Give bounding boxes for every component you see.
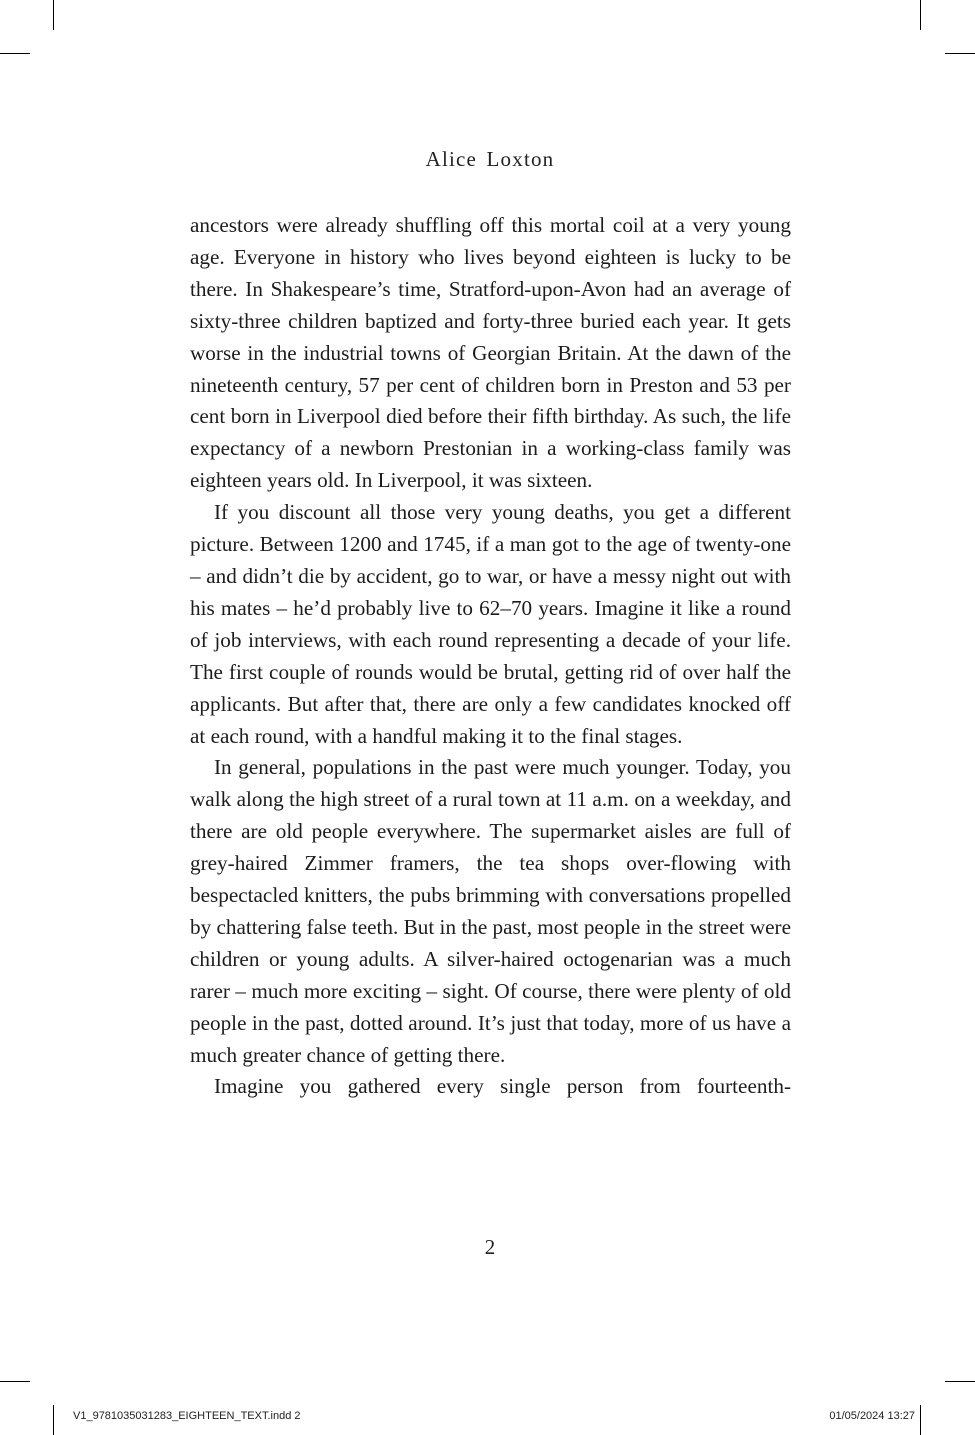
crop-mark-top-left — [53, 0, 54, 30]
slug-timestamp: 01/05/2024 13:27 — [829, 1410, 915, 1422]
running-head: Alice Loxton — [425, 147, 555, 171]
slug-filename: V1_9781035031283_EIGHTEEN_TEXT.indd 2 — [73, 1410, 301, 1422]
crop-mark-left-top — [0, 53, 30, 54]
crop-mark-right-top — [945, 53, 975, 54]
paragraph-2: If you discount all those very young deaths, you get a different picture. Between 1200 and 1745, if a man got to the age of twenty-one – and didn’t die by accident, go to war, or have a messy night out with his mates – he’d probably live to 62–70 years. Imagine it like a round of job interviews, with each round representing a decade of your life. The first couple of rounds would be brutal, getting rid of over half the applicants. But after that, there are only a few candidates knocked off at each round, with a handful making it to the final stages. — [190, 500, 791, 748]
crop-mark-bottom-left — [53, 1405, 54, 1435]
body-text — [190, 210, 791, 1103]
crop-mark-left-bottom — [0, 1381, 30, 1382]
paragraph-3: In general, populations in the past were much younger. Today, you walk along the high street of a rural town at 11 a.m. on a weekday, and there are old people everywhere. The supermarket aisles are full of grey-haired Zimmer framers, the tea shops over-flowing with bespectacled knitters, the pubs brimming with conversations propelled by chattering false teeth. But in the past, most people in the street were children or young adults. A silver-haired octogenarian was a much rarer – much more exciting – sight. Of course, there were plenty of old people in the past, dotted around. It’s just that today, more of us have a much greater chance of getting there. — [190, 755, 791, 1067]
crop-mark-top-right — [920, 0, 921, 30]
paragraph-4: Imagine you gathered every single person from fourteenth- — [214, 1074, 791, 1099]
paragraph-1: ancestors were already shuffling off this mortal coil at a very young age. Everyone in history who lives beyond eighteen is lucky to be there. In Shakespeare’s time, Stratford-upon-Avon had an average of sixty-three children baptized and forty-three buried each year. It gets worse in the industrial towns of Georgian Britain. At the dawn of the nineteenth century, 57 per cent of children born in Preston and 53 per cent born in Liverpool died before their fifth birthday. As such, the life expectancy of a newborn Prestonian in a working-class family was eighteen years old. In Liverpool, it was sixteen. — [190, 213, 791, 493]
crop-mark-right-bottom — [945, 1381, 975, 1382]
crop-mark-bottom-right — [920, 1405, 921, 1435]
page-number: 2 — [484, 1235, 496, 1259]
